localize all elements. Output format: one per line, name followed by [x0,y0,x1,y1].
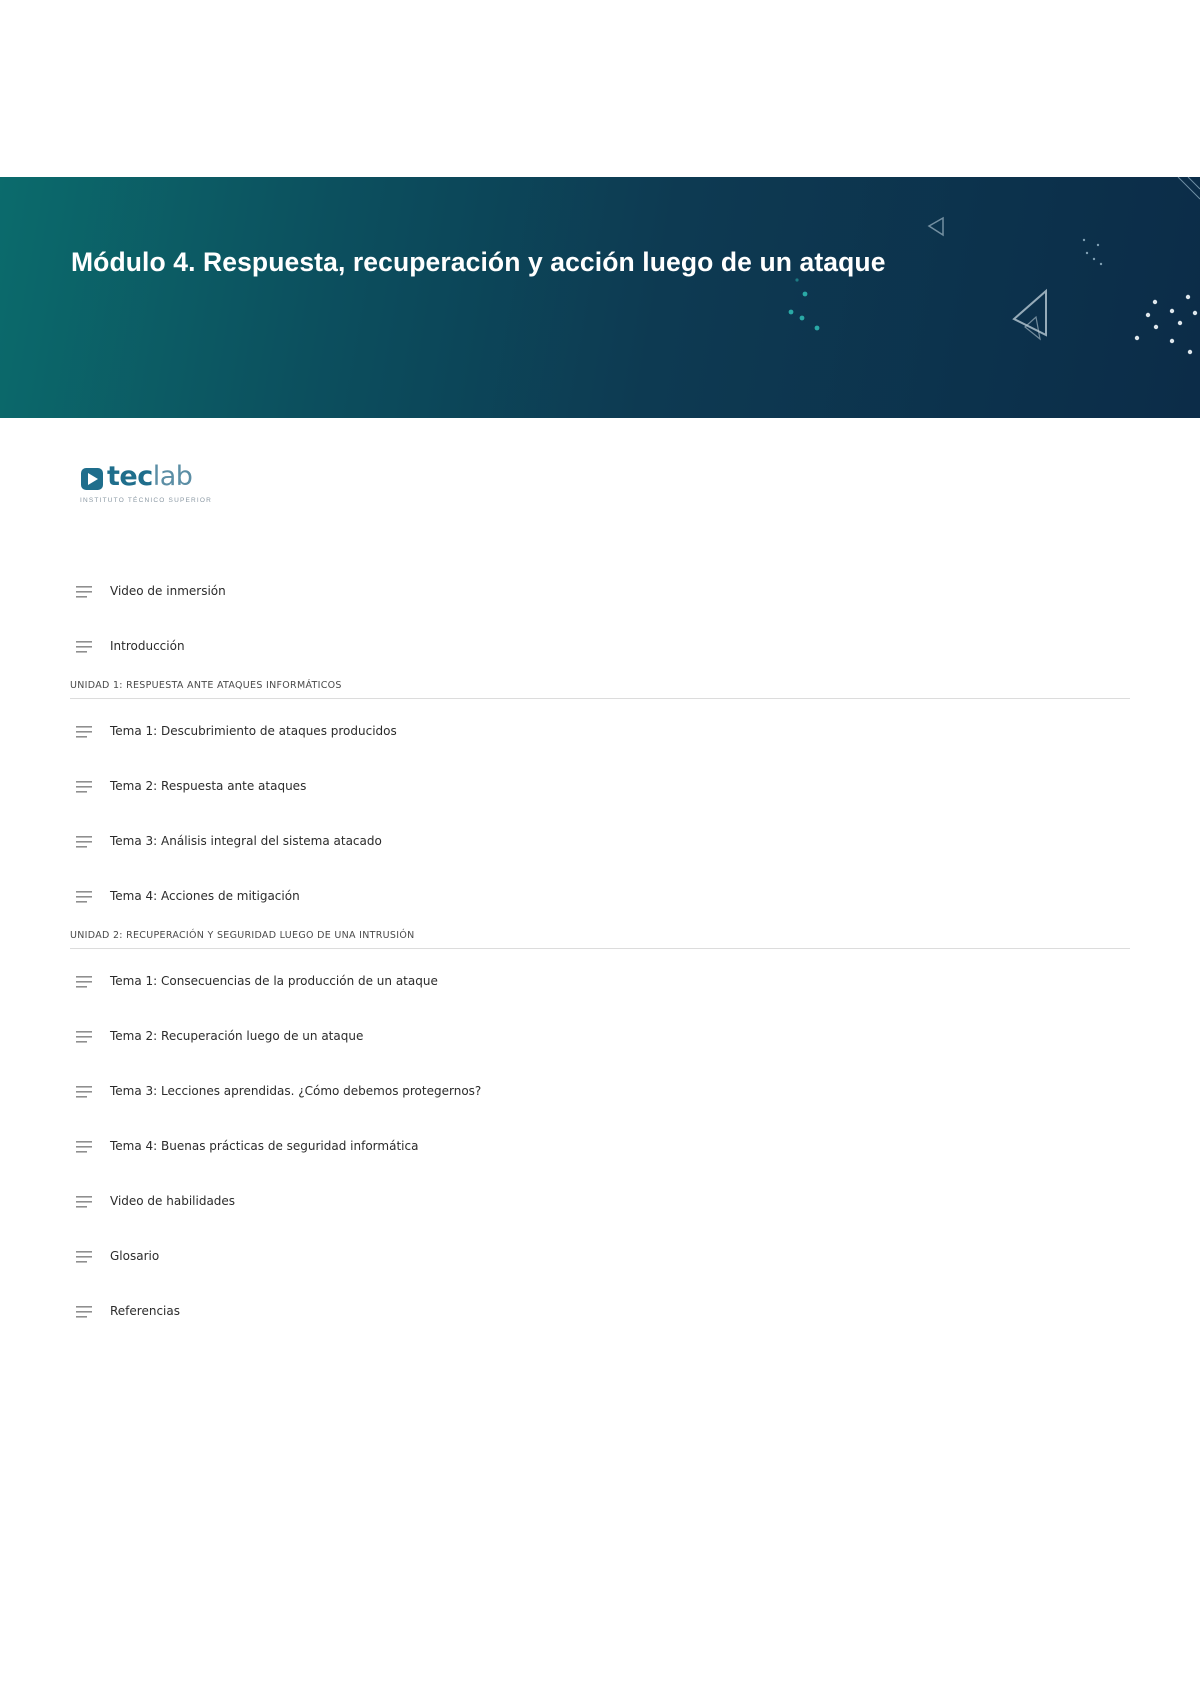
lines-icon [76,836,94,848]
outline-item-label: Tema 1: Descubrimiento de ataques producidos [110,724,397,738]
lines-icon [76,781,94,793]
banner-decoration [0,177,1200,418]
outline-item-label: Video de habilidades [110,1194,236,1208]
outline-item-referencias[interactable] [70,1280,1130,1335]
lines-icon [76,1031,94,1043]
divider [70,698,1130,699]
logo-name-part1: tec [107,461,153,492]
outline-item-label: Referencias [110,1304,180,1318]
outline-item-u2-tema-3[interactable] [70,1060,1130,1115]
outline-item-u1-tema-1[interactable] [70,700,1130,755]
outline-item-introduccion[interactable] [70,615,1130,670]
unit-1-header [70,670,1130,700]
outline-item-u1-tema-4[interactable] [70,865,1130,920]
logo-name-part2: lab [152,461,193,492]
outline-item-glosario[interactable] [70,1225,1130,1280]
course-outline [70,560,1130,1335]
lines-icon [76,586,94,598]
outline-item-label: Tema 1: Consecuencias de la producción de un ataque [110,974,438,988]
outline-item-label: Tema 3: Análisis integral del sistema atacado [110,834,382,848]
lines-icon [76,641,94,653]
outline-item-label: Tema 3: Lecciones aprendidas. ¿Cómo debemos protegernos? [110,1084,482,1098]
play-logo-icon [80,467,104,491]
page-title: Módulo 4. Respuesta, recuperación y acción luego de un ataque [71,247,886,277]
teclab-logo [80,461,220,511]
outline-item-u2-tema-1[interactable] [70,950,1130,1005]
lines-icon [76,1306,94,1318]
outline-item-label: Video de inmersión [110,584,226,598]
divider [70,948,1130,949]
unit-2-header [70,920,1130,950]
outline-item-video-inmersion[interactable] [70,560,1130,615]
lines-icon [76,891,94,903]
outline-item-u1-tema-3[interactable] [70,810,1130,865]
lines-icon [76,1141,94,1153]
outline-item-u2-tema-4[interactable] [70,1115,1130,1170]
outline-item-label: Tema 4: Acciones de mitigación [110,889,300,903]
outline-item-label: Tema 2: Recuperación luego de un ataque [110,1029,364,1043]
outline-item-label: Glosario [110,1249,160,1263]
lines-icon [76,1196,94,1208]
lines-icon [76,976,94,988]
outline-item-label: Tema 4: Buenas prácticas de seguridad informática [110,1139,419,1153]
outline-item-video-habilidades[interactable] [70,1170,1130,1225]
outline-item-u2-tema-2[interactable] [70,1005,1130,1060]
outline-item-label: Tema 2: Respuesta ante ataques [110,779,307,793]
lines-icon [76,726,94,738]
outline-item-label: Introducción [110,639,185,653]
unit-2-label: UNIDAD 2: RECUPERACIÓN Y SEGURIDAD LUEGO DE UNA INTRUSIÓN [70,930,415,941]
module-banner [0,177,1200,418]
lines-icon [76,1086,94,1098]
logo-subtitle: INSTITUTO TÉCNICO SUPERIOR [80,497,213,504]
lines-icon [76,1251,94,1263]
outline-item-u1-tema-2[interactable] [70,755,1130,810]
unit-1-label: UNIDAD 1: RESPUESTA ANTE ATAQUES INFORMÁTICOS [70,680,342,691]
